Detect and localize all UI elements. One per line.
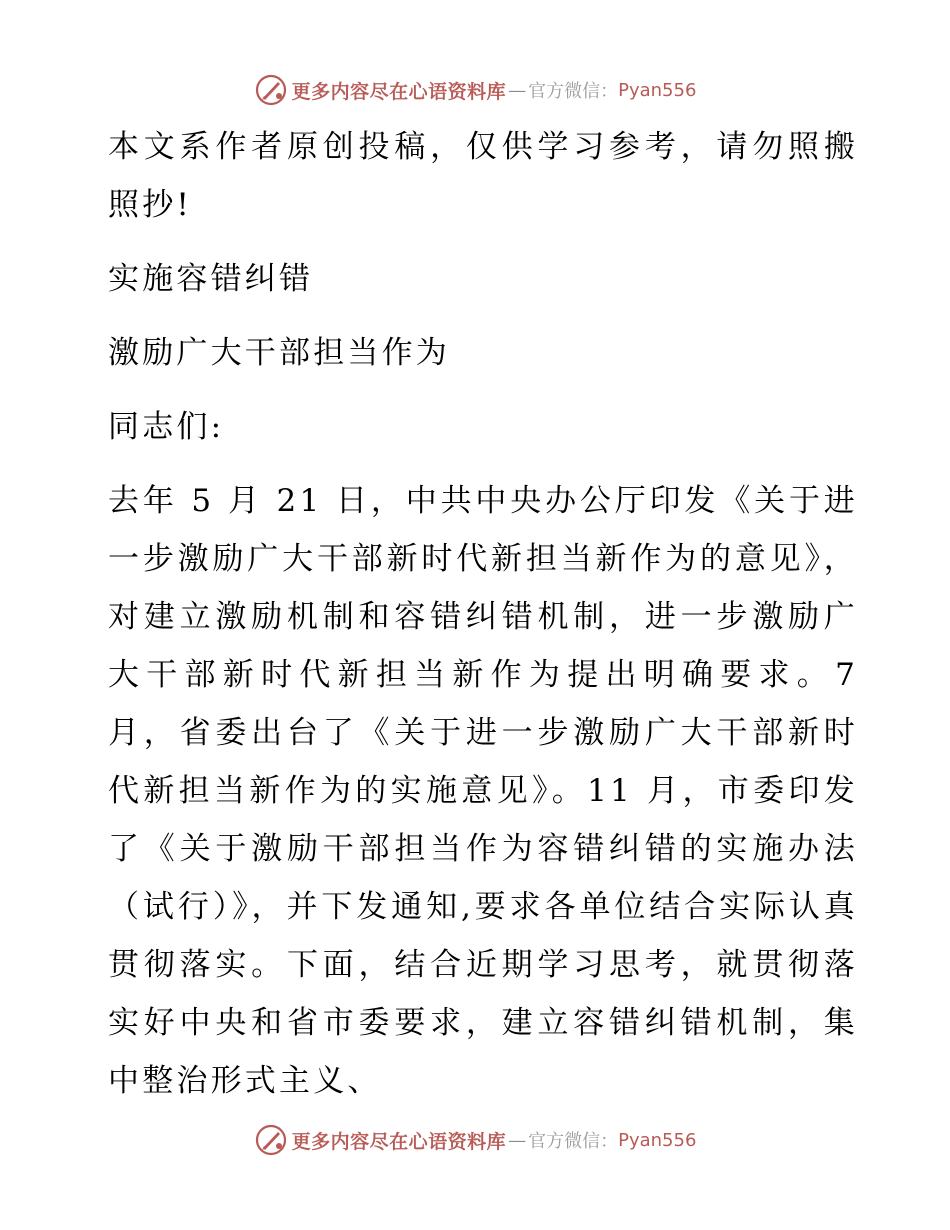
watermark-wechat-id: Pyan556 bbox=[618, 79, 697, 101]
watermark-dash: — bbox=[508, 1129, 527, 1151]
watermark-wechat-label: 官方微信： bbox=[528, 1131, 619, 1152]
body-paragraph: 去年 5 月 21 日，中共中央办公厅印发《关于进一步激励广大干部新时代新担当新作为的意见》，对建立激励机制和容错纠错机制，进一步激励广大干部新时代新担当新作为提出明确要求。7 月，省委出台了《关于进一步激励广大干部新时代新担当新作为的实施意见》。11 月，市委印发了《关于激励干部担当作为容错纠错的实施办法（试行）》，并下发通知,要求各单位结合实际认真贯彻落实。下面，结合近期学习思考，就贯彻落实好中央和省市委要求，建立容错纠错机制，集中整治形式主义、 bbox=[108, 483, 858, 1099]
watermark-main-text: 更多内容尽在心语资料库 bbox=[291, 1130, 507, 1153]
copyright-notice: 本文系作者原创投稿，仅供学习参考，请勿照搬照抄! bbox=[108, 129, 858, 223]
title-line-2: 激励广大干部担当作为 bbox=[108, 335, 450, 371]
watermark-wechat-label: 官方微信： bbox=[528, 81, 619, 102]
title-line-1: 实施容错纠错 bbox=[108, 261, 314, 297]
watermark-main-text: 更多内容尽在心语资料库 bbox=[291, 80, 507, 103]
watermark-dash: — bbox=[508, 79, 527, 101]
quill-logo-icon bbox=[254, 1123, 288, 1157]
page-footer-watermark bbox=[0, 1120, 950, 1160]
watermark-wechat-id: Pyan556 bbox=[618, 1129, 697, 1151]
quill-logo-icon bbox=[254, 73, 288, 107]
page-header-watermark bbox=[0, 70, 950, 110]
document-body bbox=[98, 118, 858, 1110]
salutation: 同志们: bbox=[108, 409, 225, 445]
